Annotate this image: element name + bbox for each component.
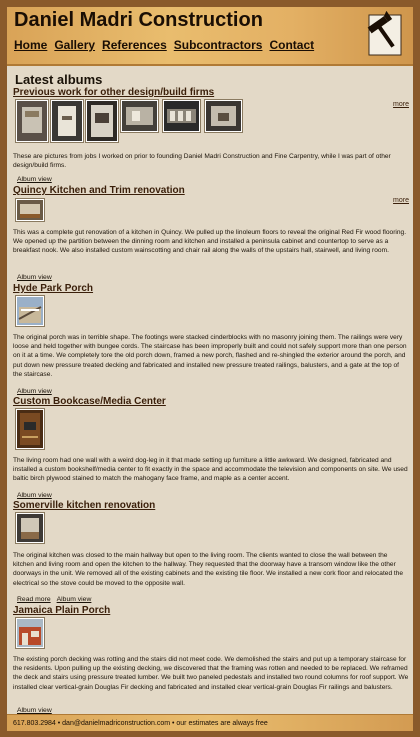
nav-home[interactable]: Home <box>14 38 48 52</box>
nav-gallery[interactable]: Gallery <box>54 38 96 52</box>
thumbnail[interactable] <box>16 296 44 326</box>
album-links <box>17 176 52 183</box>
site-footer: 617.803.2984 • dan@danielmadriconstruction.com • our estimates are always free <box>7 714 413 731</box>
thumbnail[interactable] <box>121 100 158 132</box>
thumbnail[interactable] <box>16 199 44 221</box>
nav-subcontractors[interactable]: Subcontractors <box>173 38 263 52</box>
more-link[interactable]: more <box>393 197 409 204</box>
album-description: The living room had one wall with a weird dog-leg in it that made setting up furniture a little awkward. We designed, fabricated and installed a custom bookshelf/media center to fit exactly in the space and accommodate the television and components on site. We used baltic birch plywood stained to match the mahogany face frame, and maple as a center accent. <box>13 457 408 483</box>
album-title-previous-work[interactable]: Previous work for other design/build firms <box>13 87 215 98</box>
nav-contact[interactable]: Contact <box>269 38 315 52</box>
album-title-quincy-kitchen[interactable]: Quincy Kitchen and Trim renovation <box>13 185 185 196</box>
thumbnail[interactable] <box>86 100 118 142</box>
site-title: Daniel Madri Construction <box>14 9 263 31</box>
thumbnail[interactable] <box>163 100 200 132</box>
album-title-jamaica-plain-porch[interactable]: Jamaica Plain Porch <box>13 605 111 616</box>
thumbnail[interactable] <box>16 513 44 543</box>
thumbnail[interactable] <box>16 409 44 449</box>
album-title-custom-bookcase[interactable]: Custom Bookcase/Media Center <box>13 396 166 407</box>
album-title-hyde-park-porch[interactable]: Hyde Park Porch <box>13 283 94 294</box>
thumbnail[interactable] <box>205 100 242 132</box>
album-links <box>17 274 52 281</box>
album-description: The original porch was in terrible shape. The footings were stacked cinderblocks with no masonry joining them. The railings were very loose and held together with bungee cords. The staircase has been improperly built and could not safely support more than one person on it at a time. We completely tore the old porch down, framed a new porch, flashed and re-shingled the exterior around the porch, and put down new pressure treated decking and fabricated and installed new pressure treated railings, balusters, and a gate at the top of the staircase. <box>13 334 407 378</box>
thumbnail[interactable] <box>16 100 48 142</box>
thumbnail[interactable] <box>51 100 83 142</box>
album-description: These are pictures from jobs I worked on prior to founding Daniel Madri Construction and Fine Carpentry, while I was part of other design/build firms. <box>13 153 391 170</box>
album-view-link[interactable]: Album view <box>17 176 52 183</box>
more-link[interactable]: more <box>393 101 409 108</box>
album-description: The existing porch decking was rotting and the stairs did not meet code. We demolished the stairs and put up a temporary staircase for the residents. Upon pulling up the existing decking, we discovered that the framing was rotten and needed to be replaced. We reframed the deck and stairs using pressure treated lumber. We built two paneled pedestals and installed two round columns for roof support. We installed clear vertical-grain Douglas Fir decking and fabricated and installed clear vertical-grain Douglas Fir railings and balusters. <box>13 656 409 691</box>
album-view-link[interactable]: Album view <box>17 388 52 395</box>
album-links <box>17 388 52 395</box>
album-links <box>17 596 91 603</box>
album-description: The original kitchen was closed to the main hallway but open to the living room. The clients wanted to close the wall between the kitchen and living room and open the kitchen to the hallway. They requested that the doorway have a transom window like the other doorways in the unit. We removed all of the existing cabinets and the existing tile floor. We installed a new cork floor and relocated the electrical so the stove could be moved to the opposite wall. <box>13 552 404 587</box>
hammer-logo-icon[interactable] <box>365 11 405 59</box>
album-view-link[interactable]: Album view <box>17 707 52 714</box>
album-description: This was a complete gut renovation of a kitchen in Quincy. We pulled up the linoleum floors to reveal the original Red Fir wood flooring. We opened up the partition between the dinning room and kitchen and installed a peninsula cabinet and countertop to serve as a breakfast nook. We also installed custom wainscotting and chair rail along the walls of the upstairs hall, stairwell, and living room. <box>13 229 407 255</box>
album-view-link[interactable]: Album view <box>56 596 92 603</box>
album-links <box>17 492 52 499</box>
nav-references[interactable]: References <box>102 38 167 52</box>
read-more-link[interactable]: Read more <box>17 596 51 603</box>
album-links <box>17 707 52 714</box>
latest-albums-heading: Latest albums <box>15 72 103 87</box>
album-view-link[interactable]: Album view <box>17 492 52 499</box>
page <box>7 7 413 731</box>
thumbnail[interactable] <box>16 618 44 648</box>
main-nav <box>14 38 314 52</box>
site-header <box>7 7 413 66</box>
album-title-somerville-kitchen[interactable]: Somerville kitchen renovation <box>13 500 156 511</box>
album-view-link[interactable]: Album view <box>17 274 52 281</box>
